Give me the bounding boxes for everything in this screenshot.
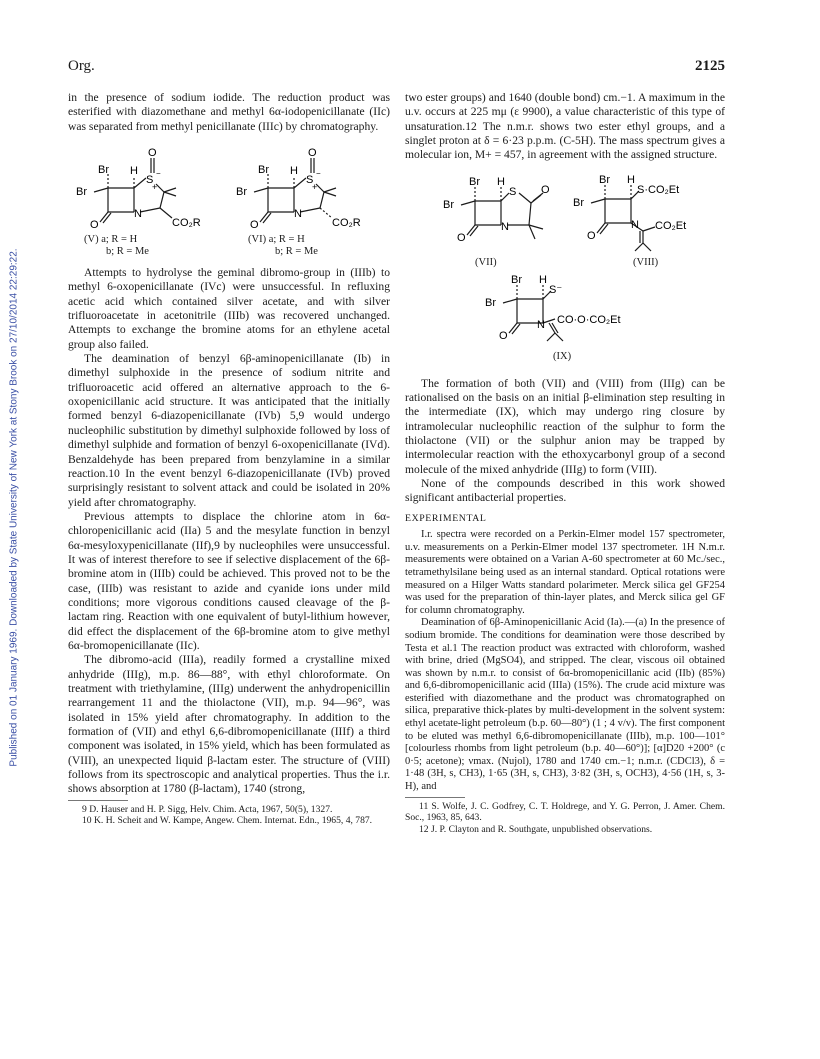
svg-text:N: N xyxy=(134,208,142,221)
footnote-9: 9 D. Hauser and H. P. Sigg, Helv. Chim. Acta, 1967, 50(5), 1327. xyxy=(82,803,333,815)
left-paragraph-2: Attempts to hydrolyse the geminal dibromo-group in (IIIb) to methyl 6-oxopenicillanate (IVc) were unsuccessful. In refluxing acetic acid which contained silver acetate, and with silver trifluoroacetate in acetonitrile (IIIb) was recovered unchanged. Attempts to exchange the bromine atoms for an ethylene acetal group also failed. xyxy=(68,266,390,351)
svg-text:Br: Br xyxy=(236,186,247,199)
svg-text:H: H xyxy=(290,165,298,178)
download-notice-text: Published on 01 January 1969. Downloaded by State University of New York at Stony Brook on 27/10/2014 22:29:22. xyxy=(8,248,20,767)
svg-text:O: O xyxy=(587,229,596,242)
left-paragraph-4: Previous attempts to displace the chlorine atom in 6α-chloropenicillanic acid (IIa) 5 and the mesylate function in benzyl 6α-mesyloxypenicillanate (IIf),9 by nucleophiles were unsuccessful. It was of interest therefore to see if selective displacement of the 6β-bromine atom in (IIIb) could be achieved. This proved not to be the case, (IIIb) was resistant to azide and cyanide ions under mild conditions; more vigorous conditions caused cleavage of the β-lactam ring. Reaction with one equivalent of butyl-lithium however, did effect the displacement of the 6β-bromine atom to give methyl 6α-bromopenicillanate (IIc). xyxy=(68,509,390,652)
left-column xyxy=(68,91,390,827)
svg-text:N: N xyxy=(537,318,545,331)
page-number: 2125 xyxy=(695,58,725,74)
left-paragraph-5: The dibromo-acid (IIIa), readily formed a crystalline mixed anhydride (IIIg), m.p. 86—88°, with ethyl chloroformate. On treatment with triethylamine, (IIIg) underwent the anhydropenicillin rearrangement 11 and the thiolactone (VII), m.p. 94—96°, was isolated in 15% yield after chromatography. In addition to the formation of (VII) and ethyl 6,6-dibromopenicillanate (IIIf) a third component was isolated, in 15% yield, which has been formulated as (VIII), an unexpected liquid β-lactam ester. The structure of (VIII) follows from its spectroscopic and analytical properties. Thus the i.r. shows absorption at 1780 (β-lactam), 1740 (strong, xyxy=(68,653,390,796)
svg-text:N: N xyxy=(631,218,639,231)
structure-v-label-a: (V) a; R = H xyxy=(84,234,138,246)
right-paragraph-2: The formation of both (VII) and (VIII) from (IIIg) can be rationalised on the basis on an initial β-elimination step resulting in the intermediate (IX), which may undergo ring closure by intramolecular nucleophilic reaction of the sulphur to form the thiolactone (VII) or the sulphur anion may be trapped by intermolecular reaction with the ethoxycarbonyl group of a second molecule of the mixed anhydride (IIIg) to form (VIII). xyxy=(405,376,725,476)
svg-text:O: O xyxy=(308,147,317,160)
svg-text:O: O xyxy=(90,219,99,232)
svg-text:O: O xyxy=(250,219,259,232)
structure-viii-label: (VIII) xyxy=(633,256,659,268)
svg-text:S⁻: S⁻ xyxy=(549,283,563,296)
experimental-paragraph-1: I.r. spectra were recorded on a Perkin-Elmer model 157 spectrometer, u.v. measurements on a Perkin-Elmer model 137 spectrometer. 1H N.m.r. measurements were obtained on a Varian A-60 spectrometer at 60 Mc./sec., tetramethylsilane being used as an internal standard. Optical rotations were measured on a Hilger Watts standard polarimeter. Merck silica gel GF254 was used for the preparation of thin-layer plates, and Merck silica gel GF for column chromatography. xyxy=(405,529,725,616)
left-paragraph-3: The deamination of benzyl 6β-aminopenicillanate (Ib) in dimethyl sulphoxide in the presence of sodium nitrite and trifluoroacetic acid offered an alternative approach to the 6-oxopenicillanic acid structure. It was anticipated that the initially formed benzyl 6-diazopenicillanate (IVb) 5,9 would undergo nucleophilic substitution by dimethyl sulphoxide followed by loss of dimethyl sulphide and formation of benzyl 6-oxopenicillanate (IVd). Benzaldehyde has been prepared from benzylamine in a similar reaction.10 In the event benzyl 6-diazopenicillanate (IVb) proved surprisingly resistant to solvent attack and could be isolated in 20% yield after chromatography. xyxy=(68,352,390,509)
svg-text:−: − xyxy=(156,169,161,179)
svg-text:Br: Br xyxy=(443,198,454,211)
right-footnotes xyxy=(405,797,725,836)
svg-text:Br: Br xyxy=(76,186,87,199)
svg-text:H: H xyxy=(539,273,547,286)
svg-text:Br: Br xyxy=(511,273,522,286)
structure-vi-label-b: b; R = Me xyxy=(275,246,318,258)
right-paragraph-3: None of the compounds described in this work showed significant antibacterial properties. xyxy=(405,477,725,505)
structure-ix-label: (IX) xyxy=(553,350,572,362)
svg-text:S·CO₂Et: S·CO₂Et xyxy=(637,183,680,196)
svg-text:N: N xyxy=(294,208,302,221)
svg-text:Br: Br xyxy=(599,173,610,186)
svg-text:+: + xyxy=(312,182,318,193)
svg-text:N: N xyxy=(501,220,509,233)
footnote-10: 10 K. H. Scheit and W. Kampe, Angew. Chem. Internat. Edn., 1965, 4, 787. xyxy=(82,815,373,827)
experimental-section xyxy=(405,529,725,793)
structure-v-drawing xyxy=(68,136,218,232)
svg-text:O: O xyxy=(457,231,466,244)
svg-text:CO₂Et: CO₂Et xyxy=(655,219,687,232)
svg-text:−: − xyxy=(316,169,321,179)
svg-text:O: O xyxy=(148,147,157,160)
structure-viii-drawing xyxy=(565,169,715,253)
structure-vi-label-a: (VI) a; R = H xyxy=(248,234,305,246)
footnote-rule xyxy=(68,800,128,801)
svg-text:CO₂R: CO₂R xyxy=(332,217,361,230)
structure-vii-drawing xyxy=(435,171,585,251)
svg-text:+: + xyxy=(152,182,158,193)
structure-vii-label: (VII) xyxy=(475,256,497,268)
footnote-rule-right xyxy=(405,797,465,798)
svg-text:H: H xyxy=(627,173,635,186)
experimental-heading: EXPERIMENTAL xyxy=(405,512,487,524)
left-footnotes xyxy=(68,800,390,827)
footnote-12: 12 J. P. Clayton and R. Southgate, unpublished observations. xyxy=(419,823,653,835)
footnote-11: 11 S. Wolfe, J. C. Godfrey, C. T. Holdrege, and Y. G. Perron, J. Amer. Chem. Soc., 1963, 85, 643. xyxy=(405,800,725,824)
structure-ix-drawing xyxy=(477,269,667,349)
svg-text:S: S xyxy=(306,174,314,187)
right-column xyxy=(405,91,725,835)
structures-vii-viii-ix xyxy=(405,165,725,371)
svg-text:H: H xyxy=(497,175,505,188)
svg-text:S: S xyxy=(146,174,154,187)
journal-header: Org. xyxy=(68,58,95,74)
svg-text:Br: Br xyxy=(469,175,480,188)
svg-text:CO₂R: CO₂R xyxy=(172,217,201,230)
svg-text:Br: Br xyxy=(485,296,496,309)
svg-text:O: O xyxy=(499,329,508,342)
structures-v-vi xyxy=(68,136,390,260)
download-notice xyxy=(6,150,22,870)
right-paragraph-1: two ester groups) and 1640 (double bond) cm.−1. A maximum in the u.v. occurs at 225 mμ (ε 9900), a value characteristic of this type of unsaturation.12 The n.m.r. shows two ester ethyl groups, and a singlet proton at δ = 6·23 p.p.m. (C-5H). The mass spectrum gives a molecular ion, M+ = 457, in agreement with the assigned structure. xyxy=(405,91,725,162)
svg-text:O: O xyxy=(541,183,550,196)
structure-v-label-b: b; R = Me xyxy=(106,246,149,258)
svg-text:Br: Br xyxy=(573,196,584,209)
svg-text:H: H xyxy=(130,165,138,178)
left-paragraph-1: in the presence of sodium iodide. The reduction product was esterified with diazomethane and methyl 6α-iodopenicillanate (IIc) was separated from methyl penicillanate (IIIc) by chromatography. xyxy=(68,91,390,133)
structure-vi-drawing xyxy=(228,136,388,232)
svg-text:CO·O·CO₂Et: CO·O·CO₂Et xyxy=(557,313,621,326)
svg-text:Br: Br xyxy=(98,164,109,177)
svg-text:Br: Br xyxy=(258,164,269,177)
svg-text:S: S xyxy=(509,185,517,198)
experimental-paragraph-2: Deamination of 6β-Aminopenicillanic Acid (Ia).—(a) In the presence of sodium bromide. The conditions for deamination were those described by Testa et al.1 The reaction product was extracted with chloroform, washed with brine, dried (MgSO4), and stripped. The clear, viscous oil obtained was shown by n.m.r. to consist of 6α-bromopenicillanic acid (IIb) (85%) and 6,6-dibromopenicillanic acid (IIIa) (15%). The crude acid mixture was esterified with diazomethane and the product was chromatographed on silica, preparative thick-plates by multi-development in the solvent system: ethyl acetate-light petroleum (b.p. 60—80°) (1 ; 4 v/v). The first component to be eluted was methyl 6,6-dibromopenicillanate (IIIb), m.p. 100—101° [colourless rhombs from light petroleum (b.p. 40—60°)]; [α]D20 +200° (c 0·5; acetone); νmax. (Nujol), 1780 and 1740 cm.−1; n.m.r. (CDCl3), δ = 1·48 (3H, s, CH3), 1·65 (3H, s, CH3), 3·82 (3H, s, OCH3), 4·56 (1H, s, 3-H), and xyxy=(405,617,725,793)
